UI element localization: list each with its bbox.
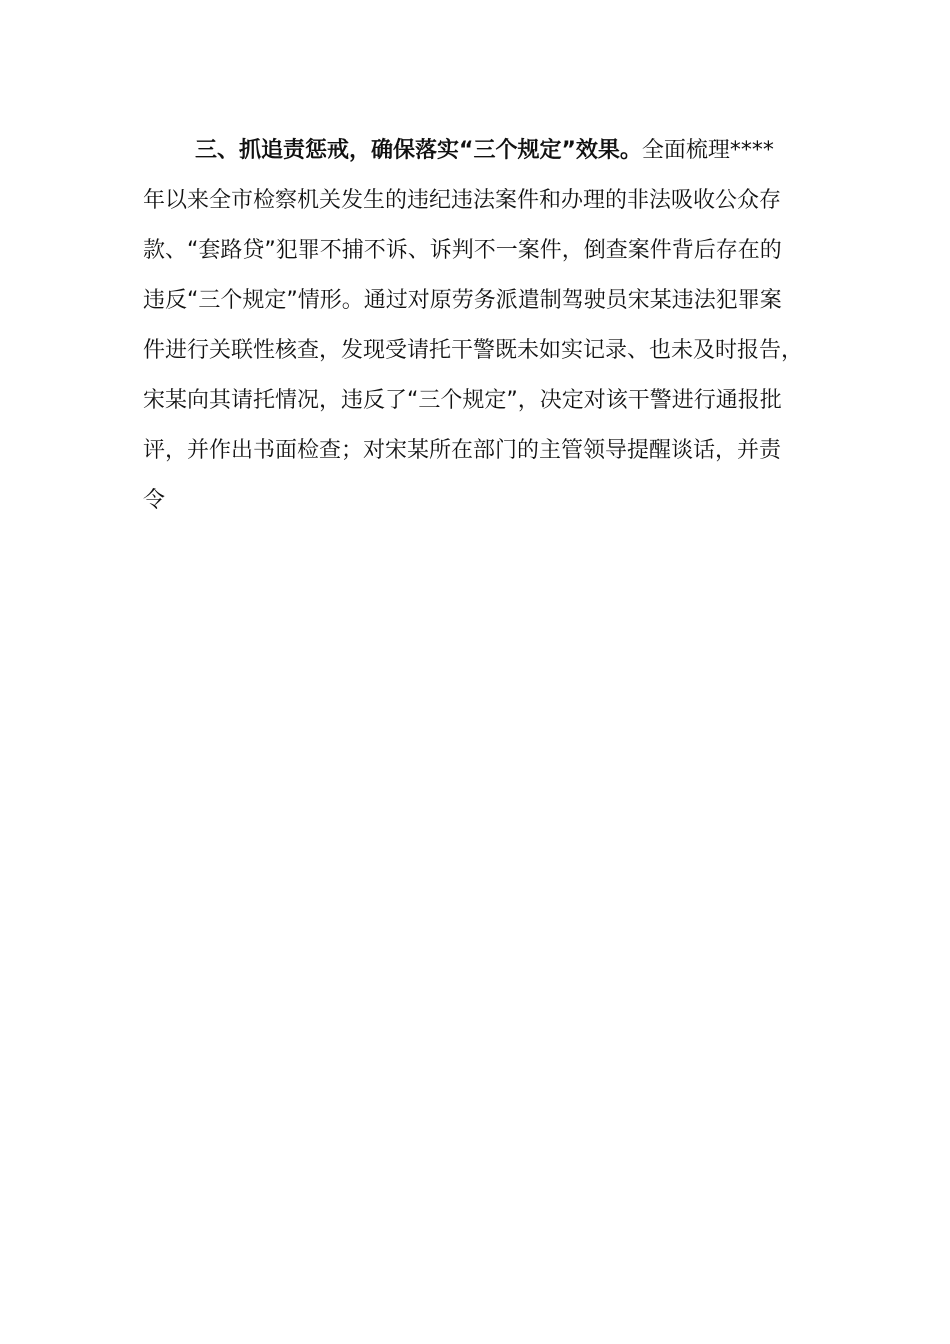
- paragraph-line-2: 年以来全市检察机关发生的违纪违法案件和办理的非法吸收公众存: [143, 188, 782, 213]
- paragraph-line-3: 款、“套路贷”犯罪不捕不诉、诉判不一案件，倒查案件背后存在的: [143, 238, 782, 263]
- section-heading: 三、抓追责惩戒，确保落实“三个规定”效果。: [195, 138, 642, 163]
- paragraph-line-1: [143, 126, 823, 176]
- line-text: 全面梳理****: [641, 138, 774, 163]
- paragraph-line-5: 件进行关联性核查，发现受请托干警既未如实记录、也未及时报告，: [143, 338, 804, 363]
- paragraph-line-6: 宋某向其请托情况，违反了“三个规定”，决定对该干警进行通报批: [143, 388, 782, 413]
- paragraph-line-4: 违反“三个规定”情形。通过对原劳务派遣制驾驶员宋某违法犯罪案: [143, 288, 782, 313]
- paragraph-line-8: 令: [143, 488, 166, 513]
- body-paragraph: [143, 126, 823, 526]
- paragraph-line-7: 评，并作出书面检查；对宋某所在部门的主管领导提醒谈话，并责: [143, 438, 782, 463]
